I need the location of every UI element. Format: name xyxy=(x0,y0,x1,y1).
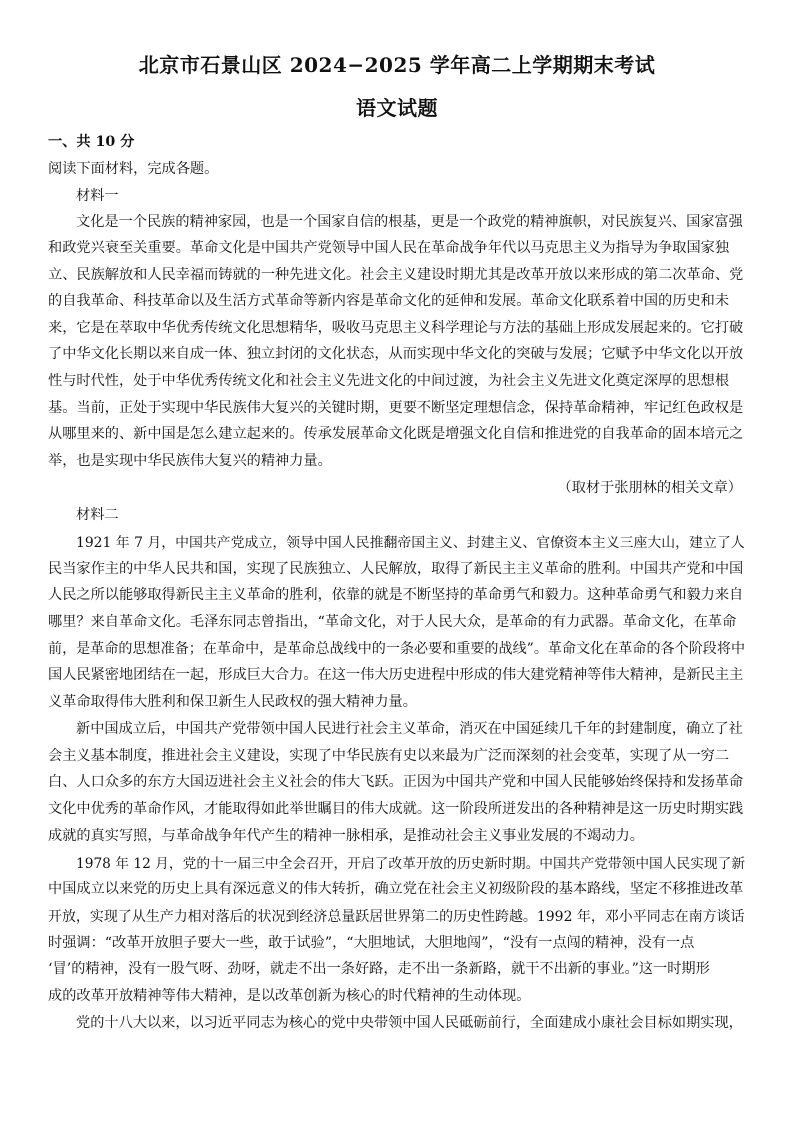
material2-line: 义革命取得伟大胜利和保卫新生人民政权的强大精神力量。 xyxy=(48,694,417,710)
material2-line: 会主义基本制度，推进社会主义建设，实现了中华民族有史以来最为广泛而深刻的社会变革，实现了从一穷二 xyxy=(48,748,730,764)
material2-line: 1921 年 7 月，中国共产党成立，领导中国人民推翻帝国主义、封建主义、官僚资本主义三座大山，建立了人 xyxy=(76,535,745,551)
page-subtitle: 语文试题 xyxy=(356,96,438,120)
section-instruction: 阅读下面材料，完成各题。 xyxy=(48,161,219,177)
material2-line: 国人民紧密地团结在一起，形成巨大合力。在这一伟大历史进程中形成的伟大建党精神等伟大精神，是新民主主 xyxy=(48,667,744,683)
material2-line: 开放，实现了从生产力相对落后的状况到经济总量跃居世界第二的历史性跨越。1992 年，邓小平同志在南方谈话 xyxy=(48,909,745,925)
material1-source: （取材于张朋林的相关文章） xyxy=(557,480,742,496)
material2-line: 人民之所以能够取得新民主主义革命的胜利，依靠的就是不断坚持的革命勇气和毅力。这种革命勇气和毅力来自 xyxy=(48,587,744,603)
material2-line: 文化中优秀的革命作风，才能取得如此举世瞩目的伟大成就。这一阶段所迸发出的各种精神是这一历史时期实践 xyxy=(48,801,744,817)
material2-line: 成的改革开放精神等伟大精神，是以改革创新为核心的时代精神的生动体现。 xyxy=(48,988,531,1004)
material1-line: 举，也是实现中华民族伟大复兴的精神力量。 xyxy=(48,453,332,469)
material1-line: 和政党兴衰至关重要。革命文化是中国共产党领导中国人民在革命战争年代以马克思主义为指导为争取国家独 xyxy=(48,240,730,256)
material2-line: 中国成立以来党的历史上具有深远意义的伟大转折，确立党在社会主义初级阶段的基本路线，坚定不移推进改革 xyxy=(48,881,744,897)
material1-line: 的自我革命、科技革命以及生活方式革命等新内容是革命文化的延伸和发展。革命文化联系着中国的历史和未 xyxy=(48,293,730,309)
section-heading: 一、共 10 分 xyxy=(48,134,135,150)
material1-line: 从哪里来的、新中国是怎么建立起来的。传承发展革命文化既是增强文化自信和推进党的自我革命的固本培元之 xyxy=(48,426,744,442)
material2-label: 材料二 xyxy=(76,507,119,523)
material1-line: 立、民族解放和人民幸福而铸就的一种先进文化。社会主义建设时期尤其是改革开放以来形成的第二次革命、党 xyxy=(48,267,744,283)
material1-line: 性与时代性，处于中华优秀传统文化和社会主义先进文化的中间过渡，为社会主义先进文化奠定深厚的思想根 xyxy=(48,373,730,389)
material1-line: 了中华文化长期以来自成一体、独立封闭的文化状态，从而实现中华文化的突破与发展；它赋予中华文化以开放 xyxy=(48,346,744,362)
material2-line: 白、人口众多的东方大国迈进社会主义社会的伟大飞跃。正因为中国共产党和中国人民能够始终保持和发扬革命 xyxy=(48,774,744,790)
material2-line: 哪里？来自革命文化。毛泽东同志曾指出，“革命文化，对于人民大众，是革命的有力武器。革命文化，在革命 xyxy=(48,614,737,630)
material2-line: 新中国成立后，中国共产党带领中国人民进行社会主义革命，消灭在中国延续几千年的封建制度，确立了社 xyxy=(76,721,743,737)
material2-line: 民当家作主的中华人民共和国，实现了民族独立、人民解放，取得了新民主主义革命的胜利。中国共产党和中国 xyxy=(48,561,744,577)
material1-line: 文化是一个民族的精神家园，也是一个国家自信的根基，更是一个政党的精神旗帜，对民族复兴、国家富强 xyxy=(76,214,743,230)
material2-line: 成就的真实写照，与革命战争年代产生的精神一脉相承，是推动社会主义事业发展的不竭动力。 xyxy=(48,828,644,844)
page-title: 北京市石景山区 2024−2025 学年高二上学期期末考试 xyxy=(138,53,656,77)
material1-label: 材料一 xyxy=(76,188,119,204)
material2-line: 1978 年 12 月，党的十一届三中全会召开，开启了改革开放的历史新时期。中国共产党带领中国人民实现了新 xyxy=(76,856,746,872)
material2-line: 前，是革命的思想准备；在革命中，是革命总战线中的一条必要和重要的战线”。革命文化在革命的各个阶段将中 xyxy=(48,641,746,657)
material2-line: 党的十八大以来，以习近平同志为核心的党中央带领中国人民砥砺前行，全面建成小康社会目标如期实现， xyxy=(76,1015,743,1031)
material2-line: ‘冒’的精神，没有一股气呀、劲呀，就走不出一条好路，走不出一条新路，就干不出新的事业。”这一时期形 xyxy=(48,961,710,977)
material2-line: 时强调：“改革开放胆子要大一些，敢于试验”，“大胆地试，大胆地闯”，“没有一点闯的精神，没有一点 xyxy=(48,935,695,951)
material1-line: 基。当前，正处于实现中华民族伟大复兴的关键时期，更要不断坚定理想信念，保持革命精神，牢记红色政权是 xyxy=(48,400,744,416)
material1-line: 来，它是在萃取中华优秀传统文化思想精华，吸收马克思主义科学理论与方法的基础上形成发展起来的。它打破 xyxy=(48,320,744,336)
